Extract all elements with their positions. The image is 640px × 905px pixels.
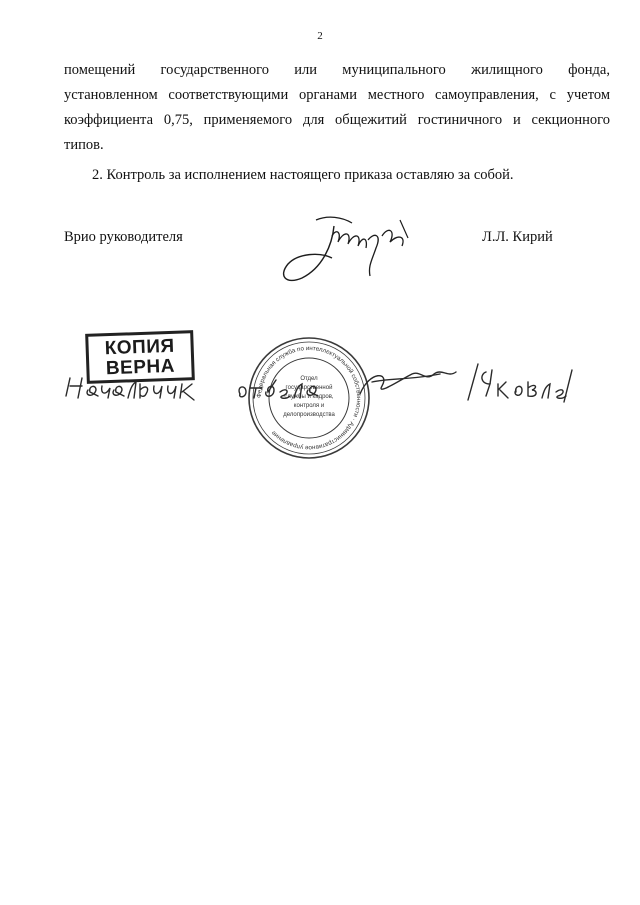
signatory-name: Л.Л. Кирий [482,229,553,245]
text-line: коэффициента 0,75, применяемого для общежитий гостиничного и секционного [64,112,610,128]
seal-ring-text: Федеральная служба по интеллектуальной собственности · Административное управление [255,344,363,452]
text-line: помещений государственного или муниципального жилищного фонда, [64,62,610,78]
paragraph-continuation [64,58,610,158]
page-number: 2 [317,30,323,42]
item-two: 2. Контроль за исполнением настоящего приказа оставляю за собой. [92,167,514,183]
seal-center-line: делопроизводства [283,412,335,418]
stamp-line: ВЕРНА [105,355,176,380]
stamp-line: КОПИЯ [104,335,175,360]
signature-image [272,206,422,296]
seal-center-line: контроля и [293,403,325,409]
text-line: типов. [64,137,104,153]
seal-center-line: службы и кадров, [284,394,334,400]
seal-center-line: Отдел [300,376,318,382]
text-line: установленном соответствующими органами местного самоуправления, с учетом [64,87,610,103]
handwritten-note [60,350,580,410]
signatory-role: Врио руководителя [64,229,183,245]
seal-center-line: государственной [285,385,333,391]
